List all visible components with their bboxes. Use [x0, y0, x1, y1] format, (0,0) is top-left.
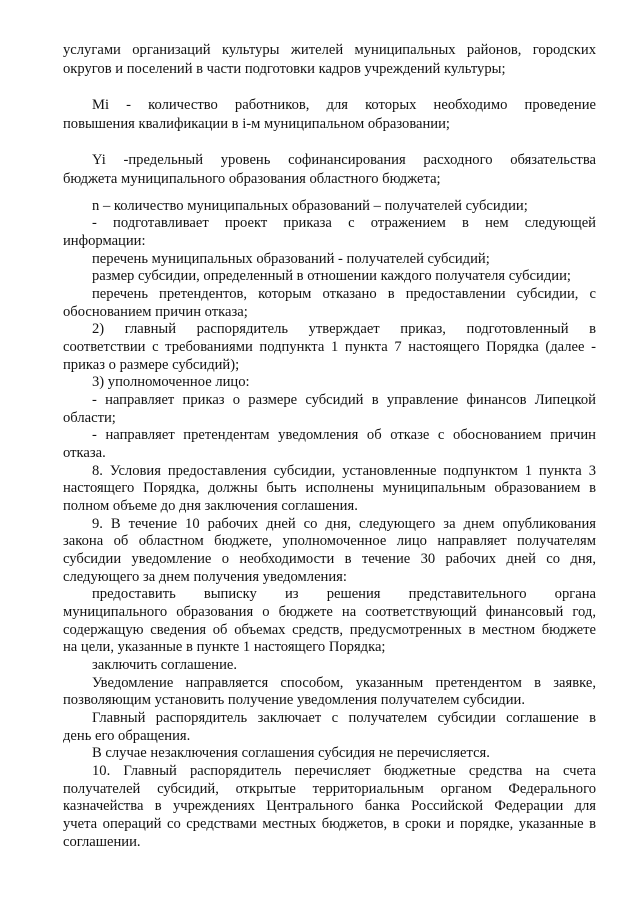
- text-line: бюджета муниципального образования областного бюджета;: [63, 171, 441, 187]
- text-line: 9. В течение 10 рабочих дней со дня, следующего за днем опубликования: [92, 516, 596, 532]
- text-line: повышения квалификации в i-м муниципальном образовании;: [63, 116, 450, 132]
- text-line: n – количество муниципальных образований – получателей субсидии;: [92, 198, 528, 214]
- text-line: казначейства в учреждениях Центрального банка Российской Федерации для: [63, 798, 596, 814]
- text-line: 8. Условия предоставления субсидии, установленные подпунктом 1 пункта 3: [92, 463, 596, 479]
- text-line: информации:: [63, 233, 146, 249]
- text-line: заключить соглашение.: [92, 657, 238, 673]
- text-line: закона об областном бюджете, уполномоченное лицо направляет получателям: [63, 533, 596, 549]
- text-line: предоставить выписку из решения представительного органа: [92, 586, 596, 602]
- text-line: 2) главный распорядитель утверждает приказ, подготовленный в: [92, 321, 596, 337]
- text-line: полном объеме до дня заключения соглашения.: [63, 498, 358, 514]
- text-line: соглашении.: [63, 834, 141, 850]
- text-line: учета операций со средствами местных бюджетов, в сроки и порядке, указанные в: [63, 816, 596, 832]
- text-line: содержащую сведения об объемах средств, предусмотренных в местном бюджете: [63, 622, 596, 638]
- text-line: настоящего Порядка, должны быть исполнены муниципальным образованием в: [63, 480, 596, 496]
- text-line: отказа.: [63, 445, 106, 461]
- text-line: следующего за днем получения уведомления:: [63, 569, 347, 585]
- text-line: области;: [63, 410, 116, 426]
- text-line: В случае незаключения соглашения субсидия не перечисляется.: [92, 745, 490, 761]
- text-line: Yi -предельный уровень софинансирования расходного обязательства: [92, 152, 596, 168]
- text-line: Главный распорядитель заключает с получателем субсидии соглашение в: [92, 710, 596, 726]
- text-line: услугами организаций культуры жителей муниципальных районов, городских: [63, 42, 596, 58]
- text-line: перечень претендентов, которым отказано в предоставлении субсидии, с: [92, 286, 596, 302]
- text-line: размер субсидии, определенный в отношении каждого получателя субсидии;: [92, 268, 571, 284]
- text-line: 10. Главный распорядитель перечисляет бюджетные средства на счета: [92, 763, 596, 779]
- text-line: субсидии уведомление о необходимости в течение 30 рабочих дней со дня,: [63, 551, 596, 567]
- text-line: - направляет претендентам уведомления об отказе с обоснованием причин: [92, 427, 596, 443]
- text-line: приказ о размере субсидий);: [63, 357, 240, 373]
- text-line: на цели, указанные в пункте 1 настоящего Порядка;: [63, 639, 386, 655]
- text-line: 3) уполномоченное лицо:: [92, 374, 250, 390]
- text-line: Уведомление направляется способом, указанным претендентом в заявке,: [92, 675, 596, 691]
- text-line: день его обращения.: [63, 728, 191, 744]
- text-line: - направляет приказ о размере субсидий в управление финансов Липецкой: [92, 392, 596, 408]
- text-line: - подготавливает проект приказа с отражением в нем следующей: [92, 215, 596, 231]
- text-line: соответствии с требованиями подпункта 1 пункта 7 настоящего Порядка (далее -: [63, 339, 596, 355]
- text-line: обоснованием причин отказа;: [63, 304, 248, 320]
- text-line: округов и поселений в части подготовки кадров учреждений культуры;: [63, 61, 506, 77]
- text-line: муниципального образования о бюджете на соответствующий финансовый год,: [63, 604, 596, 620]
- text-line: получателей субсидий, открытые территориальным органом Федерального: [63, 781, 596, 797]
- text-line: перечень муниципальных образований - получателей субсидий;: [92, 251, 490, 267]
- text-line: Mi - количество работников, для которых необходимо проведение: [92, 97, 596, 113]
- text-line: позволяющим установить получение уведомления получателем субсидии.: [63, 692, 525, 708]
